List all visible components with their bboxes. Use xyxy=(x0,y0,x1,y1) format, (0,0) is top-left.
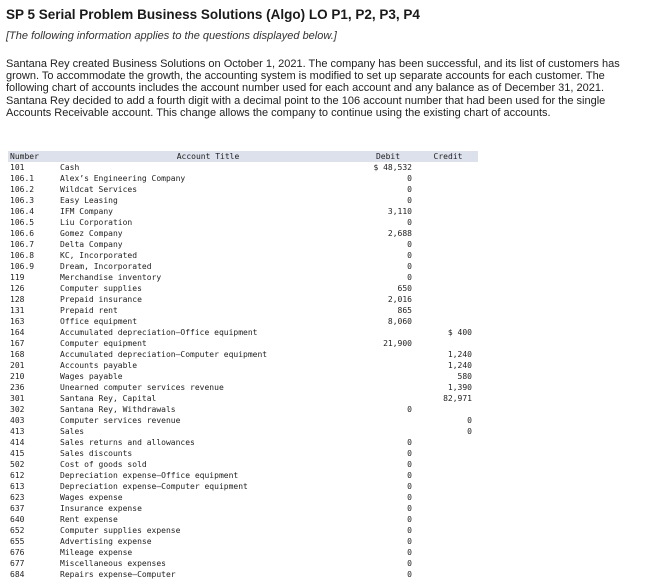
debit-cell: 2,016 xyxy=(387,295,412,304)
credit-cell xyxy=(418,404,478,415)
account-title-cell: IFM Company xyxy=(60,207,113,216)
account-title-cell: KC, Incorporated xyxy=(60,251,138,260)
account-title-cell: Santana Rey, Withdrawals xyxy=(60,405,176,414)
credit-cell xyxy=(418,536,478,547)
account-number-cell: 106.1 xyxy=(10,174,35,183)
table-row xyxy=(8,459,478,470)
table-row xyxy=(8,327,478,338)
account-number-cell: 640 xyxy=(10,515,25,524)
table-row xyxy=(8,349,478,360)
account-number-cell: 613 xyxy=(10,482,25,491)
debit-cell: 0 xyxy=(407,504,412,513)
account-number-cell: 131 xyxy=(10,306,25,315)
credit-cell xyxy=(418,503,478,514)
table-row xyxy=(8,162,478,173)
table-row xyxy=(8,547,478,558)
account-title-cell: Depreciation expense—Computer equipment xyxy=(60,482,248,491)
table-body xyxy=(8,162,478,580)
credit-cell xyxy=(418,162,478,173)
debit-cell xyxy=(358,393,418,404)
table-row xyxy=(8,437,478,448)
credit-cell: 1,240 xyxy=(447,350,472,359)
table-row xyxy=(8,448,478,459)
account-title-cell: Accounts payable xyxy=(60,361,138,370)
account-title-cell: Wages payable xyxy=(60,372,123,381)
account-number-cell: 236 xyxy=(10,383,25,392)
account-number-cell: 101 xyxy=(10,163,25,172)
debit-cell: 0 xyxy=(407,493,412,502)
account-number-cell: 676 xyxy=(10,548,25,557)
credit-cell: 1,390 xyxy=(447,383,472,392)
debit-cell: 0 xyxy=(407,482,412,491)
header-number: Number xyxy=(8,151,58,162)
credit-cell xyxy=(418,470,478,481)
account-title-cell: Depreciation expense—Office equipment xyxy=(60,471,239,480)
table-row xyxy=(8,283,478,294)
debit-cell: 0 xyxy=(407,251,412,260)
account-title-cell: Sales xyxy=(60,427,85,436)
credit-cell: 82,971 xyxy=(443,394,472,403)
account-number-cell: 612 xyxy=(10,471,25,480)
debit-cell: 3,110 xyxy=(387,207,412,216)
credit-cell xyxy=(418,459,478,470)
debit-cell xyxy=(358,349,418,360)
credit-cell xyxy=(418,569,478,580)
account-number-cell: 502 xyxy=(10,460,25,469)
account-title-cell: Wildcat Services xyxy=(60,185,138,194)
account-number-cell: 684 xyxy=(10,570,25,579)
debit-cell: 0 xyxy=(407,548,412,557)
debit-cell: 0 xyxy=(407,449,412,458)
table-row xyxy=(8,415,478,426)
account-title-cell: Sales discounts xyxy=(60,449,133,458)
debit-cell: 0 xyxy=(407,273,412,282)
account-title-cell: Easy Leasing xyxy=(60,196,118,205)
credit-cell xyxy=(418,338,478,349)
chart-of-accounts-table xyxy=(8,151,478,580)
account-number-cell: 106.8 xyxy=(10,251,35,260)
account-number-cell: 163 xyxy=(10,317,25,326)
table-row xyxy=(8,316,478,327)
account-title-cell: Delta Company xyxy=(60,240,123,249)
table-row xyxy=(8,404,478,415)
debit-cell: 8,060 xyxy=(387,317,412,326)
credit-cell: 1,240 xyxy=(447,361,472,370)
account-title-cell: Santana Rey, Capital xyxy=(60,394,157,403)
credit-cell xyxy=(418,217,478,228)
table-row xyxy=(8,184,478,195)
table-row xyxy=(8,338,478,349)
table-row xyxy=(8,206,478,217)
credit-cell xyxy=(418,283,478,294)
account-number-cell: 128 xyxy=(10,295,25,304)
table-row xyxy=(8,360,478,371)
account-title-cell: Computer services revenue xyxy=(60,416,181,425)
account-title-cell: Merchandise inventory xyxy=(60,273,162,282)
account-title-cell: Prepaid insurance xyxy=(60,295,142,304)
credit-cell xyxy=(418,195,478,206)
credit-cell xyxy=(418,492,478,503)
table-row xyxy=(8,217,478,228)
credit-cell xyxy=(418,448,478,459)
account-title-cell: Miscellaneous expenses xyxy=(60,559,166,568)
credit-cell xyxy=(418,437,478,448)
account-title-cell: Alex’s Engineering Company xyxy=(60,174,186,183)
credit-cell xyxy=(418,316,478,327)
debit-cell: $ 48,532 xyxy=(373,163,412,172)
debit-cell: 21,900 xyxy=(383,339,412,348)
credit-cell xyxy=(418,525,478,536)
account-number-cell: 106.4 xyxy=(10,207,35,216)
table-row xyxy=(8,371,478,382)
table-row xyxy=(8,250,478,261)
account-number-cell: 637 xyxy=(10,504,25,513)
credit-cell: 580 xyxy=(457,372,472,381)
table-row xyxy=(8,470,478,481)
table-row xyxy=(8,536,478,547)
account-number-cell: 623 xyxy=(10,493,25,502)
credit-cell: 0 xyxy=(467,427,472,436)
account-title-cell: Prepaid rent xyxy=(60,306,118,315)
table-row xyxy=(8,569,478,580)
credit-cell xyxy=(418,305,478,316)
account-number-cell: 210 xyxy=(10,372,25,381)
table-row xyxy=(8,239,478,250)
debit-cell: 0 xyxy=(407,262,412,271)
debit-cell: 0 xyxy=(407,218,412,227)
account-title-cell: Office equipment xyxy=(60,317,138,326)
account-title-cell: Cash xyxy=(60,163,80,172)
account-title-cell: Cost of goods sold xyxy=(60,460,147,469)
debit-cell: 0 xyxy=(407,185,412,194)
debit-cell xyxy=(358,382,418,393)
account-title-cell: Accumulated depreciation—Office equipment xyxy=(60,328,258,337)
account-title-cell: Accumulated depreciation—Computer equipment xyxy=(60,350,268,359)
table-row xyxy=(8,481,478,492)
table-row xyxy=(8,195,478,206)
debit-cell xyxy=(358,415,418,426)
account-title-cell: Computer equipment xyxy=(60,339,147,348)
account-number-cell: 126 xyxy=(10,284,25,293)
account-number-cell: 106.2 xyxy=(10,185,35,194)
account-number-cell: 167 xyxy=(10,339,25,348)
debit-cell: 2,688 xyxy=(387,229,412,238)
debit-cell: 865 xyxy=(397,306,412,315)
credit-cell xyxy=(418,514,478,525)
account-title-cell: Advertising expense xyxy=(60,537,152,546)
account-title-cell: Computer supplies expense xyxy=(60,526,181,535)
debit-cell: 0 xyxy=(407,405,412,414)
account-title-cell: Unearned computer services revenue xyxy=(60,383,224,392)
account-number-cell: 655 xyxy=(10,537,25,546)
credit-cell xyxy=(418,173,478,184)
account-number-cell: 119 xyxy=(10,273,25,282)
account-number-cell: 302 xyxy=(10,405,25,414)
account-number-cell: 677 xyxy=(10,559,25,568)
debit-cell: 0 xyxy=(407,174,412,183)
account-number-cell: 106.3 xyxy=(10,196,35,205)
account-number-cell: 201 xyxy=(10,361,25,370)
table-row xyxy=(8,503,478,514)
credit-cell xyxy=(418,184,478,195)
header-debit: Debit xyxy=(358,151,418,162)
account-title-cell: Computer supplies xyxy=(60,284,142,293)
header-account-title: Account Title xyxy=(58,151,358,162)
account-number-cell: 168 xyxy=(10,350,25,359)
debit-cell: 0 xyxy=(407,240,412,249)
credit-cell xyxy=(418,547,478,558)
account-title-cell: Liu Corporation xyxy=(60,218,133,227)
credit-cell xyxy=(418,206,478,217)
instructions-note: [The following information applies to the questions displayed below.] xyxy=(6,30,337,42)
credit-cell xyxy=(418,272,478,283)
account-number-cell: 413 xyxy=(10,427,25,436)
account-title-cell: Dream, Incorporated xyxy=(60,262,152,271)
account-title-cell: Sales returns and allowances xyxy=(60,438,195,447)
table-row xyxy=(8,228,478,239)
header-credit: Credit xyxy=(418,151,478,162)
table-row xyxy=(8,173,478,184)
table-row xyxy=(8,426,478,437)
table-header-row xyxy=(8,151,478,162)
table-row xyxy=(8,305,478,316)
credit-cell: 0 xyxy=(467,416,472,425)
credit-cell xyxy=(418,481,478,492)
account-number-cell: 301 xyxy=(10,394,25,403)
credit-cell xyxy=(418,239,478,250)
debit-cell: 0 xyxy=(407,559,412,568)
account-number-cell: 652 xyxy=(10,526,25,535)
debit-cell: 0 xyxy=(407,537,412,546)
credit-cell: $ 400 xyxy=(447,328,472,337)
table-row xyxy=(8,558,478,569)
credit-cell xyxy=(418,250,478,261)
debit-cell: 650 xyxy=(397,284,412,293)
credit-cell xyxy=(418,228,478,239)
debit-cell xyxy=(358,360,418,371)
debit-cell xyxy=(358,327,418,338)
account-number-cell: 106.6 xyxy=(10,229,35,238)
account-number-cell: 403 xyxy=(10,416,25,425)
table-row xyxy=(8,382,478,393)
page-title: SP 5 Serial Problem Business Solutions (Algo) LO P1, P2, P3, P4 xyxy=(6,7,420,22)
credit-cell xyxy=(418,558,478,569)
account-number-cell: 164 xyxy=(10,328,25,337)
debit-cell: 0 xyxy=(407,438,412,447)
account-number-cell: 414 xyxy=(10,438,25,447)
credit-cell xyxy=(418,261,478,272)
table-row xyxy=(8,294,478,305)
account-number-cell: 106.7 xyxy=(10,240,35,249)
account-title-cell: Gomez Company xyxy=(60,229,123,238)
debit-cell: 0 xyxy=(407,460,412,469)
table-row xyxy=(8,525,478,536)
account-title-cell: Mileage expense xyxy=(60,548,133,557)
account-number-cell: 106.9 xyxy=(10,262,35,271)
table-row xyxy=(8,393,478,404)
account-number-cell: 415 xyxy=(10,449,25,458)
account-title-cell: Insurance expense xyxy=(60,504,142,513)
debit-cell xyxy=(358,371,418,382)
table-row xyxy=(8,261,478,272)
intro-paragraph: Santana Rey created Business Solutions on October 1, 2021. The company has been successful, and its list of customers has grown. To accommodate the growth, the accounting system is modified to set up separate accounts for each customer. The following chart of accounts includes the account number used for each account and any balance as of December 31, 2021. Santana Rey decided to add a fourth digit with a decimal point to the 106 account number that had been used for the single Accounts Receivable account. This change allows the company to continue using the existing chart of accounts. xyxy=(6,58,620,119)
table-row xyxy=(8,272,478,283)
debit-cell: 0 xyxy=(407,515,412,524)
credit-cell xyxy=(418,294,478,305)
debit-cell: 0 xyxy=(407,526,412,535)
account-title-cell: Wages expense xyxy=(60,493,123,502)
account-title-cell: Repairs expense—Computer xyxy=(60,570,176,579)
table-row xyxy=(8,514,478,525)
account-number-cell: 106.5 xyxy=(10,218,35,227)
debit-cell: 0 xyxy=(407,570,412,579)
table-row xyxy=(8,492,478,503)
debit-cell: 0 xyxy=(407,471,412,480)
debit-cell: 0 xyxy=(407,196,412,205)
account-title-cell: Rent expense xyxy=(60,515,118,524)
debit-cell xyxy=(358,426,418,437)
